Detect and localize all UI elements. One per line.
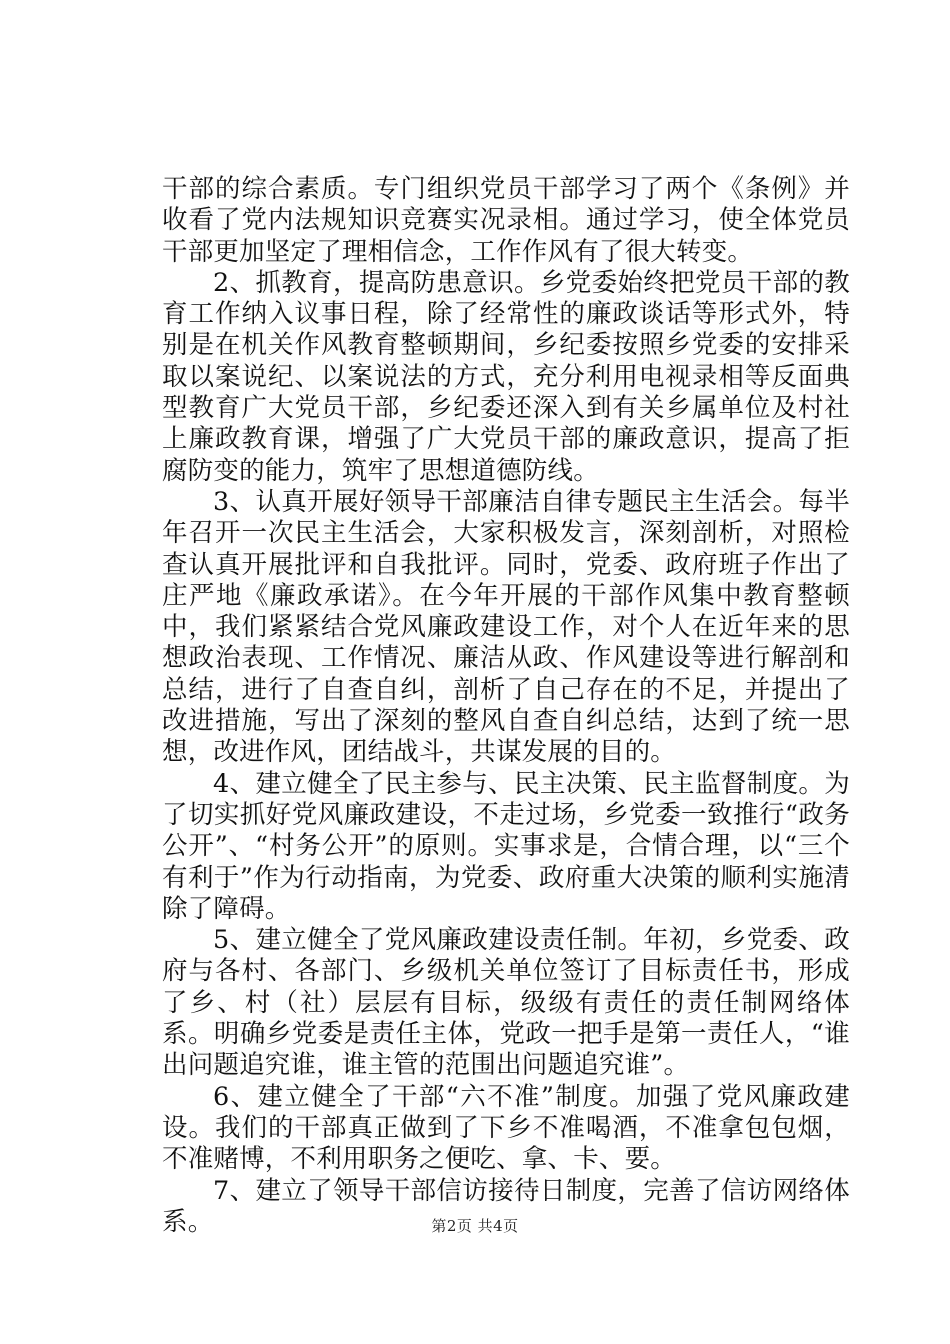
paragraph-item-3: 3、认真开展好领导干部廉洁自律专题民主生活会。每半年召开一次民主生活会，大家积极发言，深刻剖析，对照检查认真开展批评和自我批评。同时，党委、政府班子作出了庄严地《廉政承诺》。在今年开展的干部作风集中教育整顿中，我们紧紧结合党风廉政建设工作，对个人在近年来的思想政治表现、工作情况、廉洁从政、作风建设等进行解剖和总结，进行了自查自纠，剖析了自己存在的不足，并提出了改进措施，写出了深刻的整风自查自纠总结，达到了统一思想，改进作风，团结战斗，共谋发展的目的。 xyxy=(162,486,850,768)
page-number-footer: 第2页 共4页 xyxy=(431,1217,519,1235)
paragraph-continuation: 干部的综合素质。专门组织党员干部学习了两个《条例》并收看了党内法规知识竞赛实况录相。通过学习，使全体党员干部更加坚定了理相信念，工作作风有了很大转变。 xyxy=(162,174,850,267)
document-body xyxy=(162,174,850,1238)
paragraph-item-5: 5、建立健全了党风廉政建设责任制。年初，乡党委、政府与各村、各部门、乡级机关单位签订了目标责任书，形成了乡、村（社）层层有目标，级级有责任的责任制网络体系。明确乡党委是责任主体，党政一把手是第一责任人，“谁出问题追究谁，谁主管的范围出问题追究谁”。 xyxy=(162,925,850,1081)
paragraph-item-2: 2、抓教育，提高防患意识。乡党委始终把党员干部的教育工作纳入议事日程，除了经常性的廉政谈话等形式外，特别是在机关作风教育整顿期间，乡纪委按照乡党委的安排采取以案说纪、以案说法的方式，充分利用电视录相等反面典型教育广大党员干部，乡纪委还深入到有关乡属单位及村社上廉政教育课，增强了广大党员干部的廉政意识，提高了拒腐防变的能力，筑牢了思想道德防线。 xyxy=(162,267,850,486)
paragraph-item-4: 4、建立健全了民主参与、民主决策、民主监督制度。为了切实抓好党风廉政建设，不走过场，乡党委一致推行“政务公开”、“村务公开”的原则。实事求是，合情合理，以“三个有利于”作为行动指南，为党委、政府重大决策的顺利实施清除了障碍。 xyxy=(162,768,850,924)
paragraph-item-6: 6、建立健全了干部“六不准”制度。加强了党风廉政建设。我们的干部真正做到了下乡不准喝酒，不准拿包包烟，不准赌博，不利用职务之便吃、拿、卡、要。 xyxy=(162,1081,850,1175)
paragraph-item-7: 7、建立了领导干部信访接待日制度，完善了信访网络体系。 xyxy=(162,1175,850,1237)
